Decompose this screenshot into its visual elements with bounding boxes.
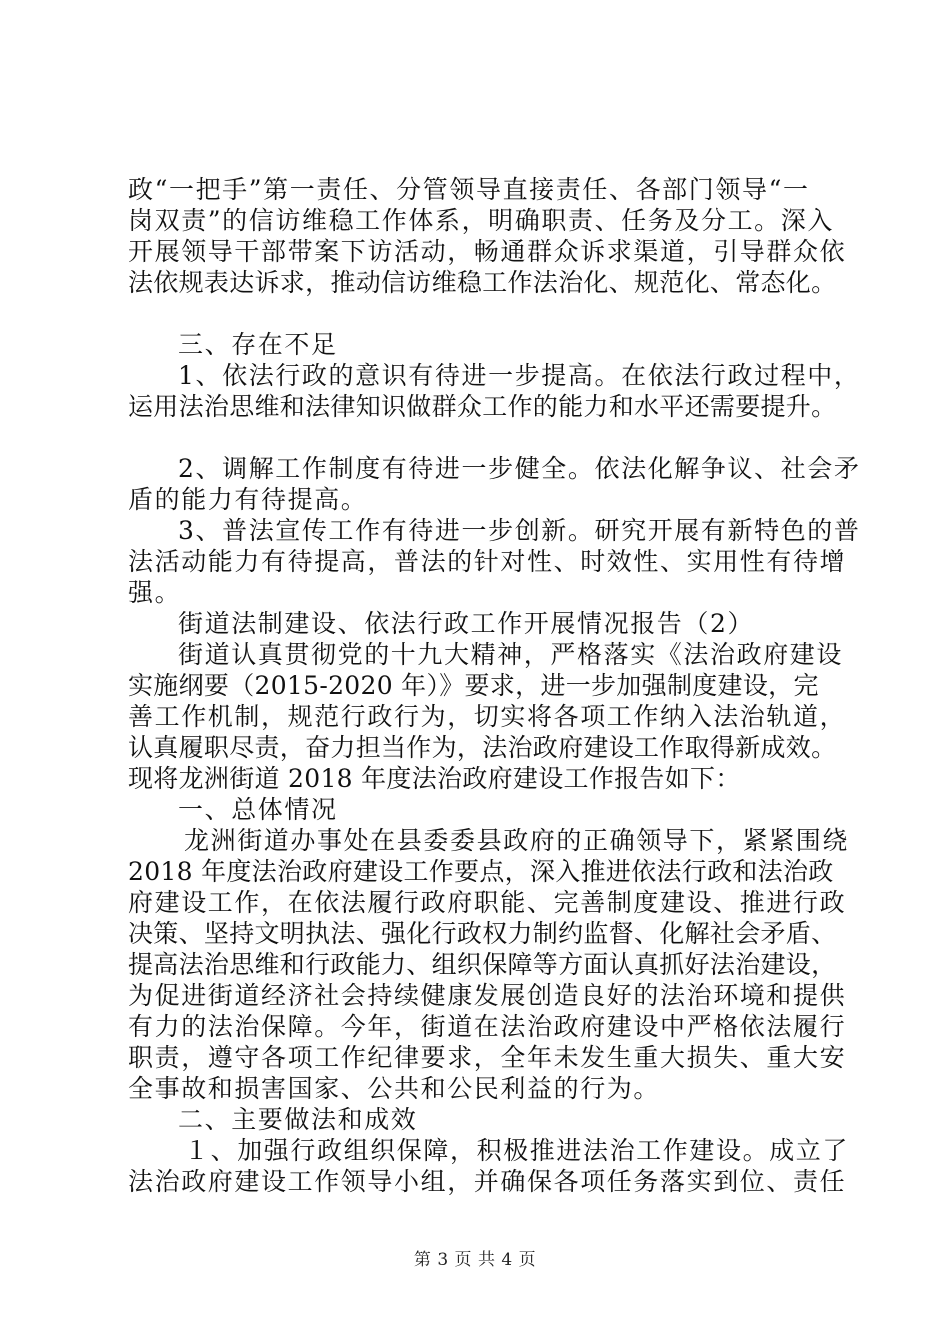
text-line: 实施纲要（2015-2020 年）》要求，进一步加强制度建设，完 — [128, 671, 819, 700]
text-line: 1、依法行政的意识有待进一步提高。在依法行政过程中， — [178, 361, 861, 390]
paragraph-gap — [128, 422, 848, 453]
text-line: 2018 年度法治政府建设工作要点，深入推进依法行政和法治政 — [128, 857, 834, 886]
text-line: 政“一把手”第一责任、分管领导直接责任、各部门领导“一 — [128, 175, 810, 204]
text-line: 有力的法治保障。今年，街道在法治政府建设中严格依法履行 — [128, 1012, 847, 1041]
text-line: 为促进街道经济社会持续健康发展创造良好的法治环境和提供 — [128, 981, 847, 1010]
document-body — [128, 174, 861, 1197]
section-heading: 一、总体情况 — [178, 795, 338, 824]
report-title: 街道法制建设、依法行政工作开展情况报告（2） — [178, 609, 755, 638]
text-line: 开展领导干部带案下访活动，畅通群众诉求渠道，引导群众依 — [128, 237, 847, 266]
text-line: 法依规表达诉求，推动信访维稳工作法治化、规范化、常态化。 — [128, 268, 837, 297]
text-line: 全事故和损害国家、公共和公民利益的行为。 — [128, 1074, 661, 1103]
text-line: 决策、坚持文明执法、强化行政权力制约监督、化解社会矛盾、 — [128, 919, 837, 948]
text-line: １、加强行政组织保障，积极推进法治工作建设。成立了 — [184, 1136, 850, 1165]
text-line: 2、调解工作制度有待进一步健全。依法化解争议、社会矛 — [178, 454, 861, 483]
text-line: 岗双责”的信访维稳工作体系，明确职责、任务及分工。深入 — [128, 206, 834, 235]
text-line: 认真履职尽责，奋力担当作为，法治政府建设工作取得新成效。 — [128, 733, 837, 762]
text-line: 强。 — [128, 578, 182, 607]
text-line: 3、普法宣传工作有待进一步创新。研究开展有新特色的普 — [178, 516, 861, 545]
text-line: 法活动能力有待提高，普法的针对性、时效性、实用性有待增 — [128, 547, 847, 576]
text-line: 法治政府建设工作领导小组，并确保各项任务落实到位、责任 — [128, 1167, 847, 1196]
page-footer: 第 3 页 共 4 页 — [413, 1250, 537, 1270]
text-line: 盾的能力有待提高。 — [128, 485, 368, 514]
text-line: 府建设工作，在依法履行政府职能、完善制度建设、推进行政 — [128, 888, 847, 917]
text-line: 运用法治思维和法律知识做群众工作的能力和水平还需要提升。 — [128, 392, 837, 421]
text-line: 现将龙洲街道 2018 年度法治政府建设工作报告如下： — [128, 764, 741, 793]
paragraph-gap — [128, 298, 848, 329]
text-line: 街道认真贯彻党的十九大精神，严格落实《法治政府建设 — [178, 640, 844, 669]
text-line: 善工作机制，规范行政行为，切实将各项工作纳入法治轨道， — [128, 702, 847, 731]
text-line: 龙洲街道办事处在县委委县政府的正确领导下，紧紧围绕 — [184, 826, 850, 855]
text-line: 提高法治思维和行政能力、组织保障等方面认真抓好法治建设， — [128, 950, 837, 979]
text-line: 职责，遵守各项工作纪律要求，全年未发生重大损失、重大安 — [128, 1043, 847, 1072]
section-heading: 三、存在不足 — [178, 330, 338, 359]
section-heading: 二、主要做法和成效 — [178, 1105, 418, 1134]
